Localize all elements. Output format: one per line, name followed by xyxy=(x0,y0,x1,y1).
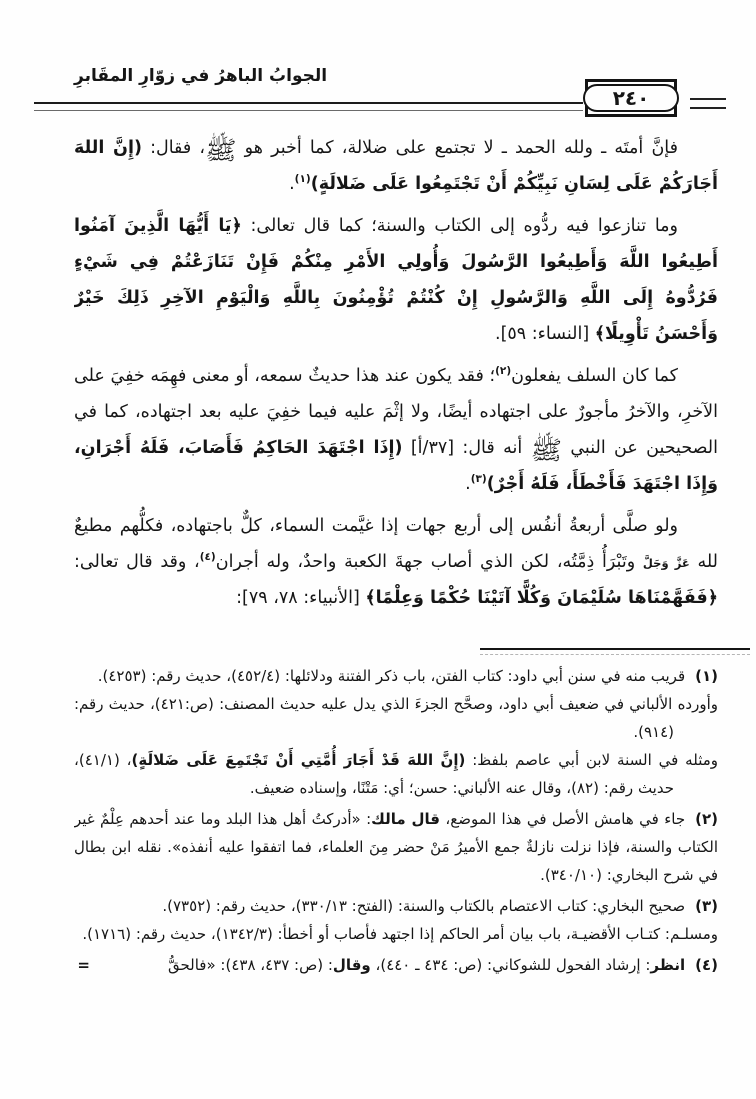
salawat-symbol: ﷺ xyxy=(530,436,562,466)
footnote-marker: (٣) xyxy=(695,897,718,915)
paragraph xyxy=(74,130,718,202)
page-number-ornament xyxy=(585,79,677,117)
text-run: وتَبْرَأُ ذِمَّتُه، لكن الذي أصاب جهةَ الكعبة واحدٌ، وله أجران xyxy=(215,552,643,572)
footnote xyxy=(74,662,718,802)
footnotes xyxy=(74,662,718,1091)
footnote-segment xyxy=(74,805,718,889)
text-run: ، (٤١/١)، حديث رقم: (٨٢)، وقال عنه الألباني: حسن؛ أي: مَتْنًا، وإسناده ضعيف. xyxy=(74,751,674,797)
footnote-separator xyxy=(480,648,750,655)
footnote-reference: (١) xyxy=(294,173,311,186)
header-equals-mark xyxy=(690,98,726,109)
footnote xyxy=(74,805,718,889)
text-run: ؛ فقد يكون عند هذا حديثٌ سمعه، أو معنى فهِمَه خفِيَ على الآخرِ، والآخرُ مأجورٌ على اجتهاده أيضًا، ولا إثْمَ عليه فيما خفِيَ عليه بعد اجتهاده، كما في الصحيحين عن النبي xyxy=(74,366,718,458)
footnote-reference: (٤) xyxy=(199,551,216,564)
paragraph xyxy=(74,508,718,616)
text-run: : (ص: ٤٣٧، ٤٣٨): «فالحقُّ xyxy=(167,956,333,974)
footnote-marker: (١) xyxy=(695,667,718,685)
footnote-reference: (٢) xyxy=(495,365,512,378)
page-number: ٢٤٠ xyxy=(612,86,650,110)
footnote-segment xyxy=(74,690,718,746)
hadith-quote: (إِذَا اجْتَهَدَ الحَاكِمُ فَأَصَابَ، فَلَهُ أَجْرَانِ، وَإِذَا اجْتَهَدَ فَأَخْطَأَ، فَلَهُ أَجْرٌ) xyxy=(74,438,718,494)
footnote-segment xyxy=(74,662,718,690)
footnote-marker: (٤) xyxy=(695,956,718,974)
body-text xyxy=(74,130,718,650)
footnote xyxy=(74,951,718,979)
footnote-segment: (٤)انظر: إرشاد الفحول للشوكاني: (ص: ٤٣٤ ـ ٤٤٠)، وقال: (ص: ٤٣٧، ٤٣٨): «فالحقُّ = xyxy=(77,956,718,974)
text-run: ومسلـم: كتـاب الأقضيـة، باب بيان أمر الحاكم إذا اجتهد فأصاب أو أخطأ: (١٣٤٢/٣)، حديث رقم: (١٧١٦). xyxy=(82,925,718,943)
hadith-quote: انظر xyxy=(650,956,686,974)
azza-wa-jall-symbol: عَزَّ وَجَلَّ xyxy=(642,556,690,570)
footnote-segment xyxy=(74,892,718,920)
page-number-frame-inner xyxy=(583,84,679,112)
salawat-symbol: ﷺ xyxy=(205,136,237,166)
text-run: [الأنبياء: ٧٨، ٧٩]: xyxy=(236,588,366,608)
text-run: : إرشاد الفحول للشوكاني: (ص: ٤٣٤ ـ ٤٤٠)، xyxy=(370,956,651,974)
hadith-quote: (إِنَّ اللهَ قَدْ أَجَارَ أُمَّتِي أَنْ تَجْتَمِعَ عَلَى ضَلالَةٍ) xyxy=(131,751,466,769)
footnote-segment xyxy=(74,920,718,948)
paragraph xyxy=(74,358,718,502)
text-run: فإنَّ أمتَه ـ ولله الحمد ـ لا تجتمع على ضلالة، كما أخبر هو xyxy=(236,138,678,158)
footnote xyxy=(74,892,718,948)
footnote-reference: (٣) xyxy=(470,473,487,486)
text-run: كما كان السلف يفعلون xyxy=(511,366,678,386)
text-run: وأورده الألباني في ضعيف أبي داود، وصحَّح الجزءَ الذي يدل عليه حديث المصنف: (ص:٤٢١)، حديث رقم: (٩١٤). xyxy=(74,695,718,741)
text-run: ولو صلَّى أربعةُ أنفُس إلى أربع جهات إذا غيَّمت السماء، كلٌّ باجتهاده، فكلُّهم مطيعٌ لله xyxy=(74,516,718,572)
paragraph xyxy=(74,208,718,352)
quran-quote: ﴿يَا أَيُّهَا الَّذِينَ آمَنُوا أَطِيعُوا اللَّهَ وَأَطِيعُوا الرَّسُولَ وَأُولِي الأَمْرِ مِنْكُمْ فَإِنْ تَنَازَعْتُمْ فِي شَيْءٍ فَرُدُّوهُ إِلَى اللَّهِ وَالرَّسُولِ إِنْ كُنْتُمْ تُؤْمِنُونَ بِاللَّهِ وَالْيَوْمِ الآخِرِ ذَلِكَ خَيْرٌ وَأَحْسَنُ تَأْوِيلًا﴾ xyxy=(74,216,718,344)
header-rule xyxy=(34,102,583,111)
text-run: : «أدركتُ أهل هذا البلد وما عند أحدهم عِلْمٌ غير الكتاب والسنة، فإذا نزلت نازلةٌ جمع الأميرُ مَنْ حضر مِنَ العلماء، فما اتفقوا عليه أنفذه». نقله ابن بطال في شرح البخاري: (٣٤٠/١٠). xyxy=(74,810,718,884)
text-run: . xyxy=(289,174,295,194)
text-run: ، فقال: xyxy=(141,138,206,158)
hadith-quote: (إِنَّ اللهَ أَجَارَكُمْ عَلَى لِسَانِ نَبِيِّكُمْ أَنْ تَجْتَمِعُوا عَلَى ضَلالَةٍ) xyxy=(74,138,718,194)
footnote-marker: (٢) xyxy=(695,810,718,828)
quran-quote: ﴿فَفَهَّمْنَاهَا سُلَيْمَانَ وَكُلًّا آتَيْنَا حُكْمًا وَعِلْمًا﴾ xyxy=(365,588,718,608)
hadith-quote: قال مالك xyxy=(371,810,441,828)
text-run: جاء في هامش الأصل في هذا الموضع، xyxy=(440,810,686,828)
text-run: . xyxy=(465,474,471,494)
hadith-quote: وقال xyxy=(332,956,371,974)
text-run: صحيح البخاري: كتاب الاعتصام بالكتاب والسنة: (الفتح: ٣٣٠/١٣)، حديث رقم: (٧٣٥٢). xyxy=(162,897,686,915)
text-run: ومثله في السنة لابن أبي عاصم بلفظ: xyxy=(465,751,718,769)
book-title: الجوابُ الباهرُ في زوّارِ المقَابرِ xyxy=(74,66,328,86)
text-run: ، وقد قال تعالى: xyxy=(74,552,200,572)
text-run: قريب منه في سنن أبي داود: كتاب الفتن، باب ذكر الفتنة ودلائلها: (٤٥٢/٤)، حديث رقم: (٤٢٥٣). xyxy=(97,667,686,685)
text-run: أنه قال: [٣٧/أ] xyxy=(402,438,531,458)
text-run: [النساء: ٥٩]. xyxy=(495,324,595,344)
footnote-segment xyxy=(74,746,718,802)
text-run: وما تنازعوا فيه ردُّوه إلى الكتاب والسنة؛ كما قال تعالى: xyxy=(241,216,678,236)
